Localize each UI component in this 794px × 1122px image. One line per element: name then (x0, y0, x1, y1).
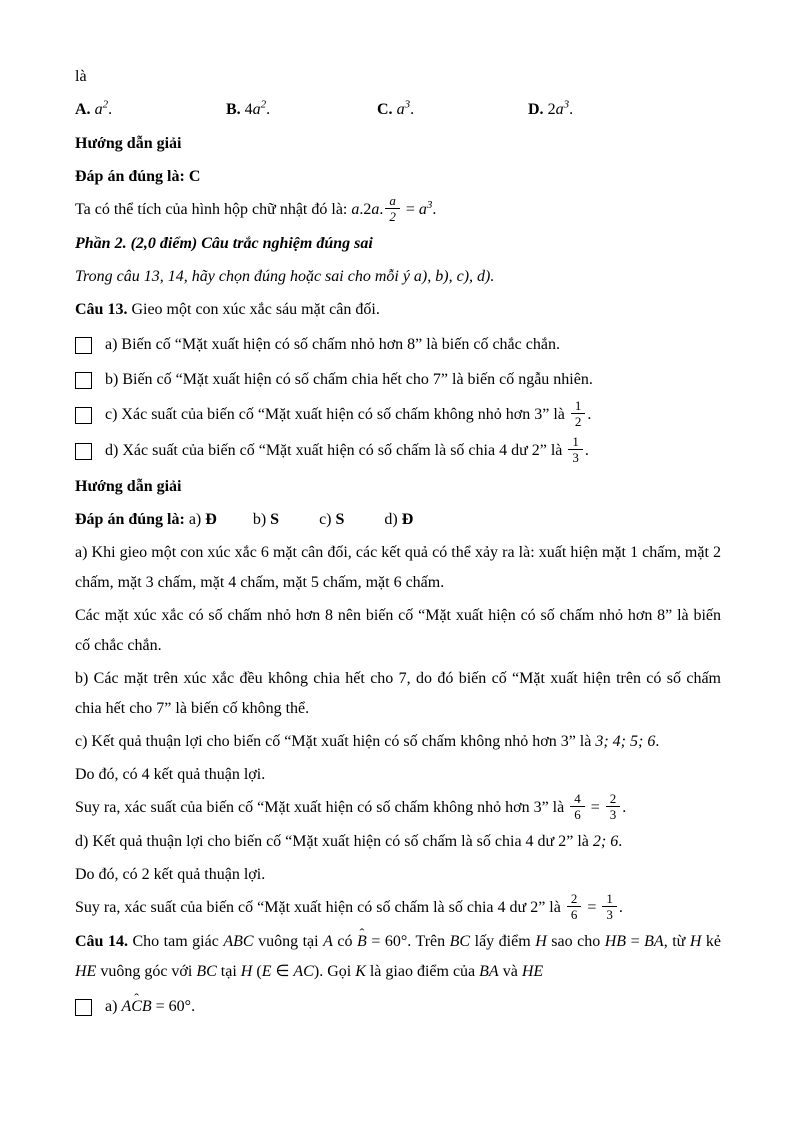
text-run: Các mặt xúc xắc có số chấm nhỏ hơn 8 nên biến cố “Mặt xuất hiện có số chấm nhỏ hơn 8” là biến cố chắc chắn. (75, 607, 721, 654)
solution-paragraph (75, 860, 721, 890)
fraction-denominator: 6 (570, 806, 585, 822)
statement-text (105, 330, 721, 360)
solution-paragraph (75, 760, 721, 790)
fraction-denominator: 3 (602, 906, 617, 922)
text-run: lấy điểm (470, 933, 536, 950)
fraction-denominator: 2 (385, 208, 400, 224)
fraction-line (75, 793, 721, 824)
text-run: là (75, 68, 87, 85)
text-run: BC (449, 933, 471, 950)
part2-instruction (75, 262, 721, 292)
text-run: a (252, 101, 261, 118)
text-run: BA (479, 963, 499, 980)
text-run: . (587, 406, 592, 424)
fraction-denominator: 3 (606, 806, 621, 822)
answer-key (75, 505, 721, 535)
fraction (568, 434, 583, 465)
solution-paragraph (75, 538, 721, 598)
text-run: K (355, 963, 366, 980)
text-run: b) Biến cố “Mặt xuất hiện có số chấm chia hết cho 7” là biến cố ngẫu nhiên. (105, 371, 593, 388)
text-run: a) Biến cố “Mặt xuất hiện có số chấm nhỏ hơn 8” là biến cố chắc chắn. (105, 336, 560, 353)
text-run: C. (377, 101, 397, 118)
text-run: S (335, 511, 345, 528)
text-run: . (410, 101, 415, 118)
fraction-line (75, 893, 721, 924)
statement-13a (75, 330, 721, 360)
text-run: E (261, 963, 272, 980)
answer-checkbox[interactable] (75, 443, 92, 460)
text-run: 3 (563, 98, 570, 111)
text-run: = (586, 799, 604, 817)
text-run: Đ (401, 511, 414, 528)
text-run: ( (252, 963, 262, 980)
statement-13d (75, 436, 721, 467)
text-run: . (569, 101, 574, 118)
text-run: Trong câu 13, 14, hãy chọn đúng hoặc sai cho mỗi ý a), b), c), d). (75, 268, 495, 285)
text-run: B ˆ (357, 927, 367, 957)
text-run: Ta có thể tích của hình hộp chữ nhật đó là: (75, 201, 352, 219)
fraction-numerator: 1 (574, 398, 582, 413)
text-run: a) Khi gieo một con xúc xắc 6 mặt cân đối, các kết quả có thể xảy ra là: xuất hiện mặt 1 chấm, mặt 2 chấm, mặt 3 chấm, mặt 4 chấm, mặt 5 chấm, mặt 6 chấm. (75, 544, 721, 591)
text-run: . (655, 733, 660, 750)
text-run: . (622, 799, 627, 817)
text-run: Đáp án đúng là: (75, 511, 189, 528)
text-run: và (498, 963, 522, 980)
text-run: c) (319, 511, 336, 528)
text-run: a (418, 201, 427, 219)
text-run: a) (188, 511, 206, 528)
text-run: S (270, 511, 280, 528)
text-run: . (108, 101, 113, 118)
text-run: 2 (260, 98, 267, 111)
text-run: 3; 4; 5; 6 (595, 733, 656, 750)
fraction-numerator: 4 (574, 791, 581, 806)
part2-heading (75, 229, 721, 259)
text-run: , từ (663, 933, 690, 950)
fraction (606, 791, 621, 822)
solution-heading (75, 472, 721, 502)
fraction (571, 398, 586, 429)
text-run: a) (105, 998, 122, 1015)
text-run: = (401, 201, 419, 219)
text-run: a (396, 101, 405, 118)
statement-text (105, 992, 721, 1022)
text-run: BA (644, 933, 664, 950)
text-run: Do đó, có 2 kết quả thuận lợi. (75, 866, 266, 883)
text-run: Hướng dẫn giải (75, 135, 182, 152)
text-run: a (555, 101, 564, 118)
text-run: . (618, 833, 623, 850)
text-run: . (584, 442, 589, 460)
text-run: = (583, 899, 601, 917)
text-run: sao cho (546, 933, 605, 950)
correct-answer (75, 162, 721, 192)
volume-solution (75, 195, 721, 226)
solution-heading (75, 129, 721, 159)
fraction-numerator: a (389, 193, 396, 208)
text-run: H (240, 963, 253, 980)
text-run: = 60°. Trên (366, 933, 450, 950)
text-run: Cho tam giác (127, 933, 224, 950)
text-run: HE (521, 963, 544, 980)
text-run: . (618, 899, 623, 917)
text-run: HB (604, 933, 627, 950)
statement-text (105, 365, 721, 395)
text-run: c) Kết quả thuận lợi cho biến cố “Mặt xuất hiện có số chấm không nhỏ hơn 3” là (75, 733, 596, 750)
text-run: AC (293, 963, 314, 980)
statement-13c (75, 400, 721, 431)
fraction-numerator: 1 (606, 891, 613, 906)
text-run: . (432, 201, 437, 219)
text-run: BC (196, 963, 217, 980)
text-run: A. (75, 101, 95, 118)
text-run: H (689, 933, 702, 950)
statement-13b (75, 365, 721, 395)
text-run: = 60°. (151, 998, 196, 1015)
statement-14a (75, 992, 721, 1022)
text-run: Gieo một con xúc xắc sáu mặt cân đối. (127, 301, 380, 318)
answer-checkbox[interactable] (75, 999, 92, 1016)
text-run: 2 (547, 101, 556, 118)
text-run: a (371, 201, 380, 219)
text-run: 3 (404, 98, 411, 111)
answer-choices (75, 95, 721, 125)
text-run: ABC (223, 933, 254, 950)
text-run: Đ (205, 511, 217, 528)
text-run: Câu 13. (75, 301, 128, 318)
text-run: H (535, 933, 547, 950)
text-run: a (94, 101, 103, 118)
answer-checkbox[interactable] (75, 407, 92, 424)
text-run: .2 (359, 201, 372, 219)
statement-text (105, 436, 721, 467)
choice-option (75, 95, 226, 125)
text-run: 2 (102, 98, 109, 111)
text-run: ACB ˆ (121, 992, 151, 1022)
choice-option (528, 95, 573, 125)
fraction-numerator: 2 (570, 891, 578, 906)
statement-text (105, 400, 721, 431)
text-run: . (266, 101, 271, 118)
text-run: 4 (244, 101, 253, 118)
text-run: Hướng dẫn giải (75, 478, 182, 495)
text-run: a (351, 201, 360, 219)
text-run: 2; 6 (592, 833, 619, 850)
text-run: 3 (426, 198, 433, 211)
fraction (602, 891, 617, 922)
solution-paragraph (75, 601, 721, 661)
text-run: b) (252, 511, 271, 528)
fraction-denominator: 6 (567, 906, 582, 922)
text-run: vuông tại (253, 933, 324, 950)
text-run: ∈ (271, 963, 294, 980)
question-13 (75, 295, 721, 325)
fraction-denominator: 2 (571, 413, 586, 429)
text-run: Đáp án đúng là: C (75, 168, 201, 185)
text-run: b) Các mặt trên xúc xắc đều không chia hết cho 7, do đó biến cố “Mặt xuất hiện trên có số chấm chia hết cho 7” là biến cố không thể. (75, 670, 721, 717)
text-run: có (332, 933, 358, 950)
text-run: Phần 2. (2,0 điểm) Câu trắc nghiệm đúng sai (75, 235, 373, 252)
text-run: kẻ (701, 933, 722, 950)
text-run: d) Xác suất của biến cố “Mặt xuất hiện có số chấm là số chia 4 dư 2” là (105, 442, 567, 460)
text-run: c) Xác suất của biến cố “Mặt xuất hiện có số chấm không nhỏ hơn 3” là (105, 406, 569, 424)
text-run: D. (528, 101, 548, 118)
text-run: tại (216, 963, 241, 980)
fraction-numerator: 2 (609, 791, 617, 806)
fraction (570, 791, 585, 822)
fraction-numerator: 1 (572, 434, 579, 449)
text-run: . (379, 201, 384, 219)
text-run: A (323, 933, 333, 950)
answer-checkbox[interactable] (75, 337, 92, 354)
text-run: d) (384, 511, 402, 528)
text-run: = (626, 933, 645, 950)
text-run: ). Gọi (313, 963, 356, 980)
text-run: Suy ra, xác suất của biến cố “Mặt xuất hiện có số chấm không nhỏ hơn 3” là (75, 799, 569, 817)
fraction (385, 193, 400, 224)
text-run: là giao điểm của (365, 963, 480, 980)
solution-paragraph (75, 727, 721, 757)
intro-fragment (75, 62, 721, 92)
text-run: Do đó, có 4 kết quả thuận lợi. (75, 766, 266, 783)
fraction (567, 891, 582, 922)
text-run: d) Kết quả thuận lợi cho biến cố “Mặt xuất hiện có số chấm là số chia 4 dư 2” là (75, 833, 593, 850)
choice-option (377, 95, 528, 125)
text-run: Suy ra, xác suất của biến cố “Mặt xuất hiện có số chấm là số chia 4 dư 2” là (75, 899, 565, 917)
text-run: Câu 14. (75, 933, 128, 950)
text-run: B. (226, 101, 245, 118)
solution-paragraph (75, 664, 721, 724)
question-14 (75, 927, 721, 987)
choice-option (226, 95, 377, 125)
fraction-denominator: 3 (568, 449, 583, 465)
solution-paragraph (75, 827, 721, 857)
text-run: HE (75, 963, 97, 980)
text-run: vuông góc với (96, 963, 197, 980)
answer-checkbox[interactable] (75, 372, 92, 389)
